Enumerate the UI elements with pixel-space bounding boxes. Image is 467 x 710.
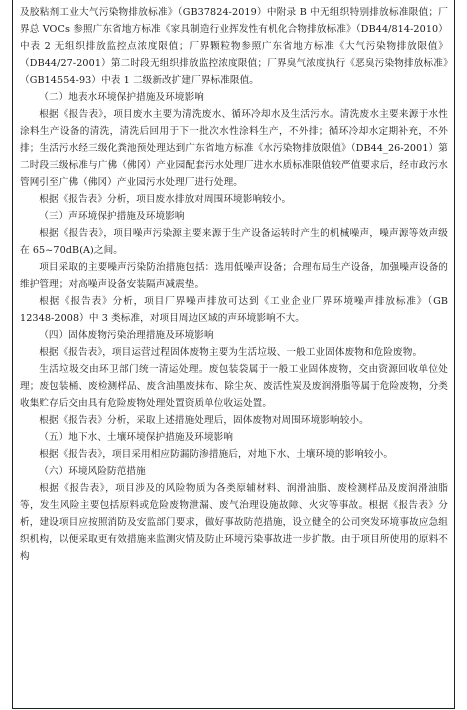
paragraph-air-standards: 及胶粘剂工业大气污染物排放标准》（GB37824-2019）中附录 B 中无组织特别排放标准限值；厂界总 VOCs 参照广东省地方标准《家具制造行业挥发性有机化合物排放标准》（DB44/814-2010）中表 2 无组织排放监控点浓度限值；厂界颗粒物参照广东省地方标准《大气污染物排放限值》（DB44/27-2001）第二时段无组织排放监控浓度限值；厂界臭气浓度执行《恶臭污染物排放标准》（GB14554-93）中表 1 二级新改扩建厂界标准限值。: [20, 7, 448, 86]
paragraph-risk-prevention: 根据《报告表》，项目涉及的风险物质为各类原辅材料、润滑油脂、废检测样品及废润滑油脂等，发生风险主要包括原料或危险废物泄漏、废气治理设施故障、火灾等事故。根据《报告表》分析，建设项目应按照消防及安监部门要求，做好事故防范措施，设立健全的公司突发环境事故应急组织机构，以便采取更有效措施来监测灾情及防止环境污染事故进一步扩散。由于项目所使用的原料不构: [20, 483, 448, 562]
heading-noise: （三）声环境保护措施及环境影响: [39, 211, 185, 222]
paragraph-solid-waste-handling: 生活垃圾交由环卫部门统一清运处理。废包装袋属于一般工业固体废物，交由资源回收单位处理；废包装桶、废检测样品、废含油墨废抹布、除尘灰、废活性炭及废润滑脂等属于危险废物，分类收集贮存后交由具有危险废物处理处置资质单位收运处置。: [20, 364, 448, 409]
paragraph-wastewater: 根据《报告表》，项目废水主要为清洗废水、循环冷却水及生活污水。清洗废水主要来源于水性涂料生产设备的清洗，清洗后回用于下一批次水性涂料生产，不外排；循环冷却水定期补充，不外排；生活污水经三级化粪池预处理达到广东省地方标准《水污染物排放限值》（DB44_26-2001）第二时段三级标准与广佛（佛冈）产业园配套污水处理厂进水水质标准限值较严值要求后，经市政污水管网引至广佛（佛冈）产业园污水处理厂进行处理。: [20, 109, 448, 188]
paragraph-noise-conclusion: 根据《报告表》分析，项目厂界噪声排放可达到《工业企业厂界环境噪声排放标准》（GB 12348-2008）中 3 类标准，对项目周边区域的声环境影响不大。: [20, 296, 448, 324]
paragraph-noise-measures: 项目采取的主要噪声污染防治措施包括：选用低噪声设备；合理布局生产设备，加强噪声设备的维护管理；对高噪声设备安装隔声减震垫。: [20, 262, 448, 290]
paragraph-groundwater-soil: 根据《报告表》，项目采用相应防漏防渗措施后，对地下水、土壤环境的影响较小。: [39, 449, 394, 460]
heading-solid-waste: （四）固体废物污染治理措施及环境影响: [39, 330, 214, 341]
paragraph-solid-waste-types: 根据《报告表》，项目运营过程固体废物主要为生活垃圾、一般工业固体废物和危险废物。: [39, 347, 423, 358]
heading-groundwater-soil: （五）地下水、土壤环境保护措施及环境影响: [39, 432, 234, 443]
heading-surface-water: （二）地表水环境保护措施及环境影响: [39, 92, 204, 103]
heading-risk-prevention: （六）环境风险防范措施: [39, 466, 146, 477]
paragraph-solid-waste-conclusion: 根据《报告表》分析，采取上述措施处理后，固体废物对周围环境影响较小。: [39, 415, 369, 426]
paragraph-noise-sources: 根据《报告表》，项目噪声污染源主要来源于生产设备运转时产生的机械噪声，噪声源等效声级在 65~70dB(A)之间。: [20, 228, 448, 256]
paragraph-wastewater-conclusion: 根据《报告表》分析，项目废水排放对周围环境影响较小。: [39, 194, 292, 205]
document-body: [20, 4, 448, 708]
